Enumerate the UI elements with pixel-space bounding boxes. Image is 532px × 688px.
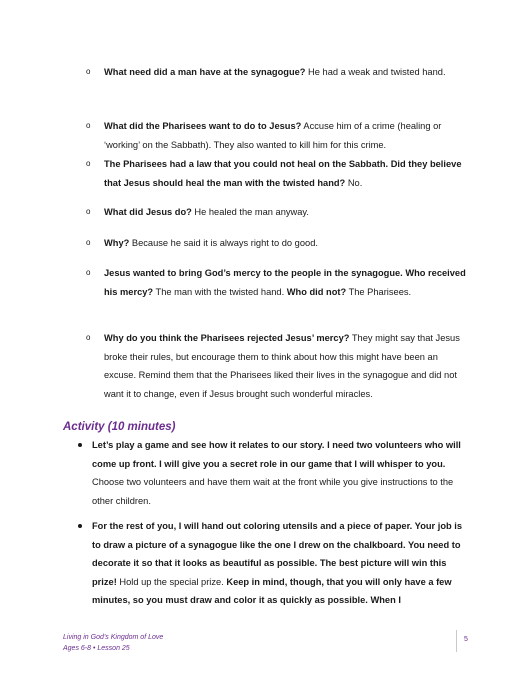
list-item bbox=[86, 155, 466, 192]
question-text: The Pharisees had a law that you could not heal on the Sabbath. Did they believe that Jesus should heal the man with the twisted hand? bbox=[104, 159, 462, 188]
bullet-marker bbox=[78, 524, 82, 528]
instruction-bold: For the rest of you, I will hand out coloring utensils and a piece of paper. Your job is to draw a picture of a synagogue like the one I drew on the chalkboard. You need to decorate it so that it looks as beautiful as possible. The best picture will win this prize! bbox=[92, 521, 463, 587]
list-marker: o bbox=[86, 333, 91, 342]
answer-text: The man with the twisted hand. bbox=[153, 286, 287, 297]
list-item bbox=[86, 329, 466, 403]
list-marker: o bbox=[86, 268, 91, 277]
question-text: Why? bbox=[104, 238, 130, 248]
question-text: What did Jesus do? bbox=[104, 207, 192, 217]
list-item bbox=[86, 203, 466, 222]
page-number: 5 bbox=[464, 636, 468, 643]
list-item bbox=[92, 517, 470, 610]
answer-text: Accuse him of a crime (healing or ‘working’ on the Sabbath). They also wanted to kill him for this crime. bbox=[104, 121, 442, 150]
list-item bbox=[86, 234, 466, 253]
bullet-marker bbox=[78, 443, 82, 447]
list-marker: o bbox=[86, 121, 91, 130]
instruction-text: Choose two volunteers and have them wait at the front while you give instructions to the other children. bbox=[92, 477, 454, 506]
list-marker: o bbox=[86, 159, 91, 168]
answer-text: He healed the man anyway. bbox=[191, 207, 309, 217]
answer-text: He had a weak and twisted hand. bbox=[305, 67, 446, 77]
list-item bbox=[86, 63, 466, 82]
section-heading: Activity (10 minutes) bbox=[63, 421, 176, 433]
footer-subtitle bbox=[63, 643, 163, 654]
page-footer bbox=[63, 632, 163, 654]
list-marker: o bbox=[86, 67, 91, 76]
list-marker: o bbox=[86, 207, 91, 216]
question-text: Jesus wanted to bring God’s mercy to the people in the synagogue. Who received his mercy? bbox=[104, 268, 466, 297]
footer-lesson: Lesson 25 bbox=[97, 645, 130, 652]
answer-text: They might say that Jesus broke their rules, but encourage them to think about how this might have been an excuse. Remind them that the Pharisees liked their lives in the synagogue and did not want it to change, even if Jesus brought such wonderful miracles. bbox=[104, 333, 460, 399]
question-text: What did the Pharisees want to do to Jesus? bbox=[104, 121, 302, 131]
footer-ages: Ages 6-8 bbox=[63, 645, 92, 652]
list-item bbox=[92, 436, 470, 510]
question-text: Why do you think the Pharisees rejected Jesus’ mercy? bbox=[104, 333, 350, 343]
footer-divider bbox=[456, 630, 457, 652]
answer-text: Because he said it is always right to do good. bbox=[129, 238, 318, 248]
answer-text: The Pharisees. bbox=[346, 286, 412, 297]
instruction-text: Hold up the special prize. bbox=[116, 576, 227, 587]
list-marker: o bbox=[86, 238, 91, 247]
instruction-bold: Let’s play a game and see how it relates to our story. I need two volunteers who will come up front. I will give you a secret role in our game that I will whisper to you. bbox=[92, 440, 461, 469]
instruction-bold: Keep in mind, though, that you will only have a few minutes, so you must draw and color it as quickly as possible. When I bbox=[92, 576, 452, 605]
footer-separator: • bbox=[92, 645, 96, 652]
question-text: What need did a man have at the synagogue? bbox=[104, 67, 306, 77]
list-item bbox=[86, 264, 466, 301]
question-text: Who did not? bbox=[286, 286, 347, 297]
answer-text: No. bbox=[345, 177, 363, 188]
list-item bbox=[86, 117, 466, 154]
footer-title: Living in God’s Kingdom of Love bbox=[63, 634, 164, 641]
